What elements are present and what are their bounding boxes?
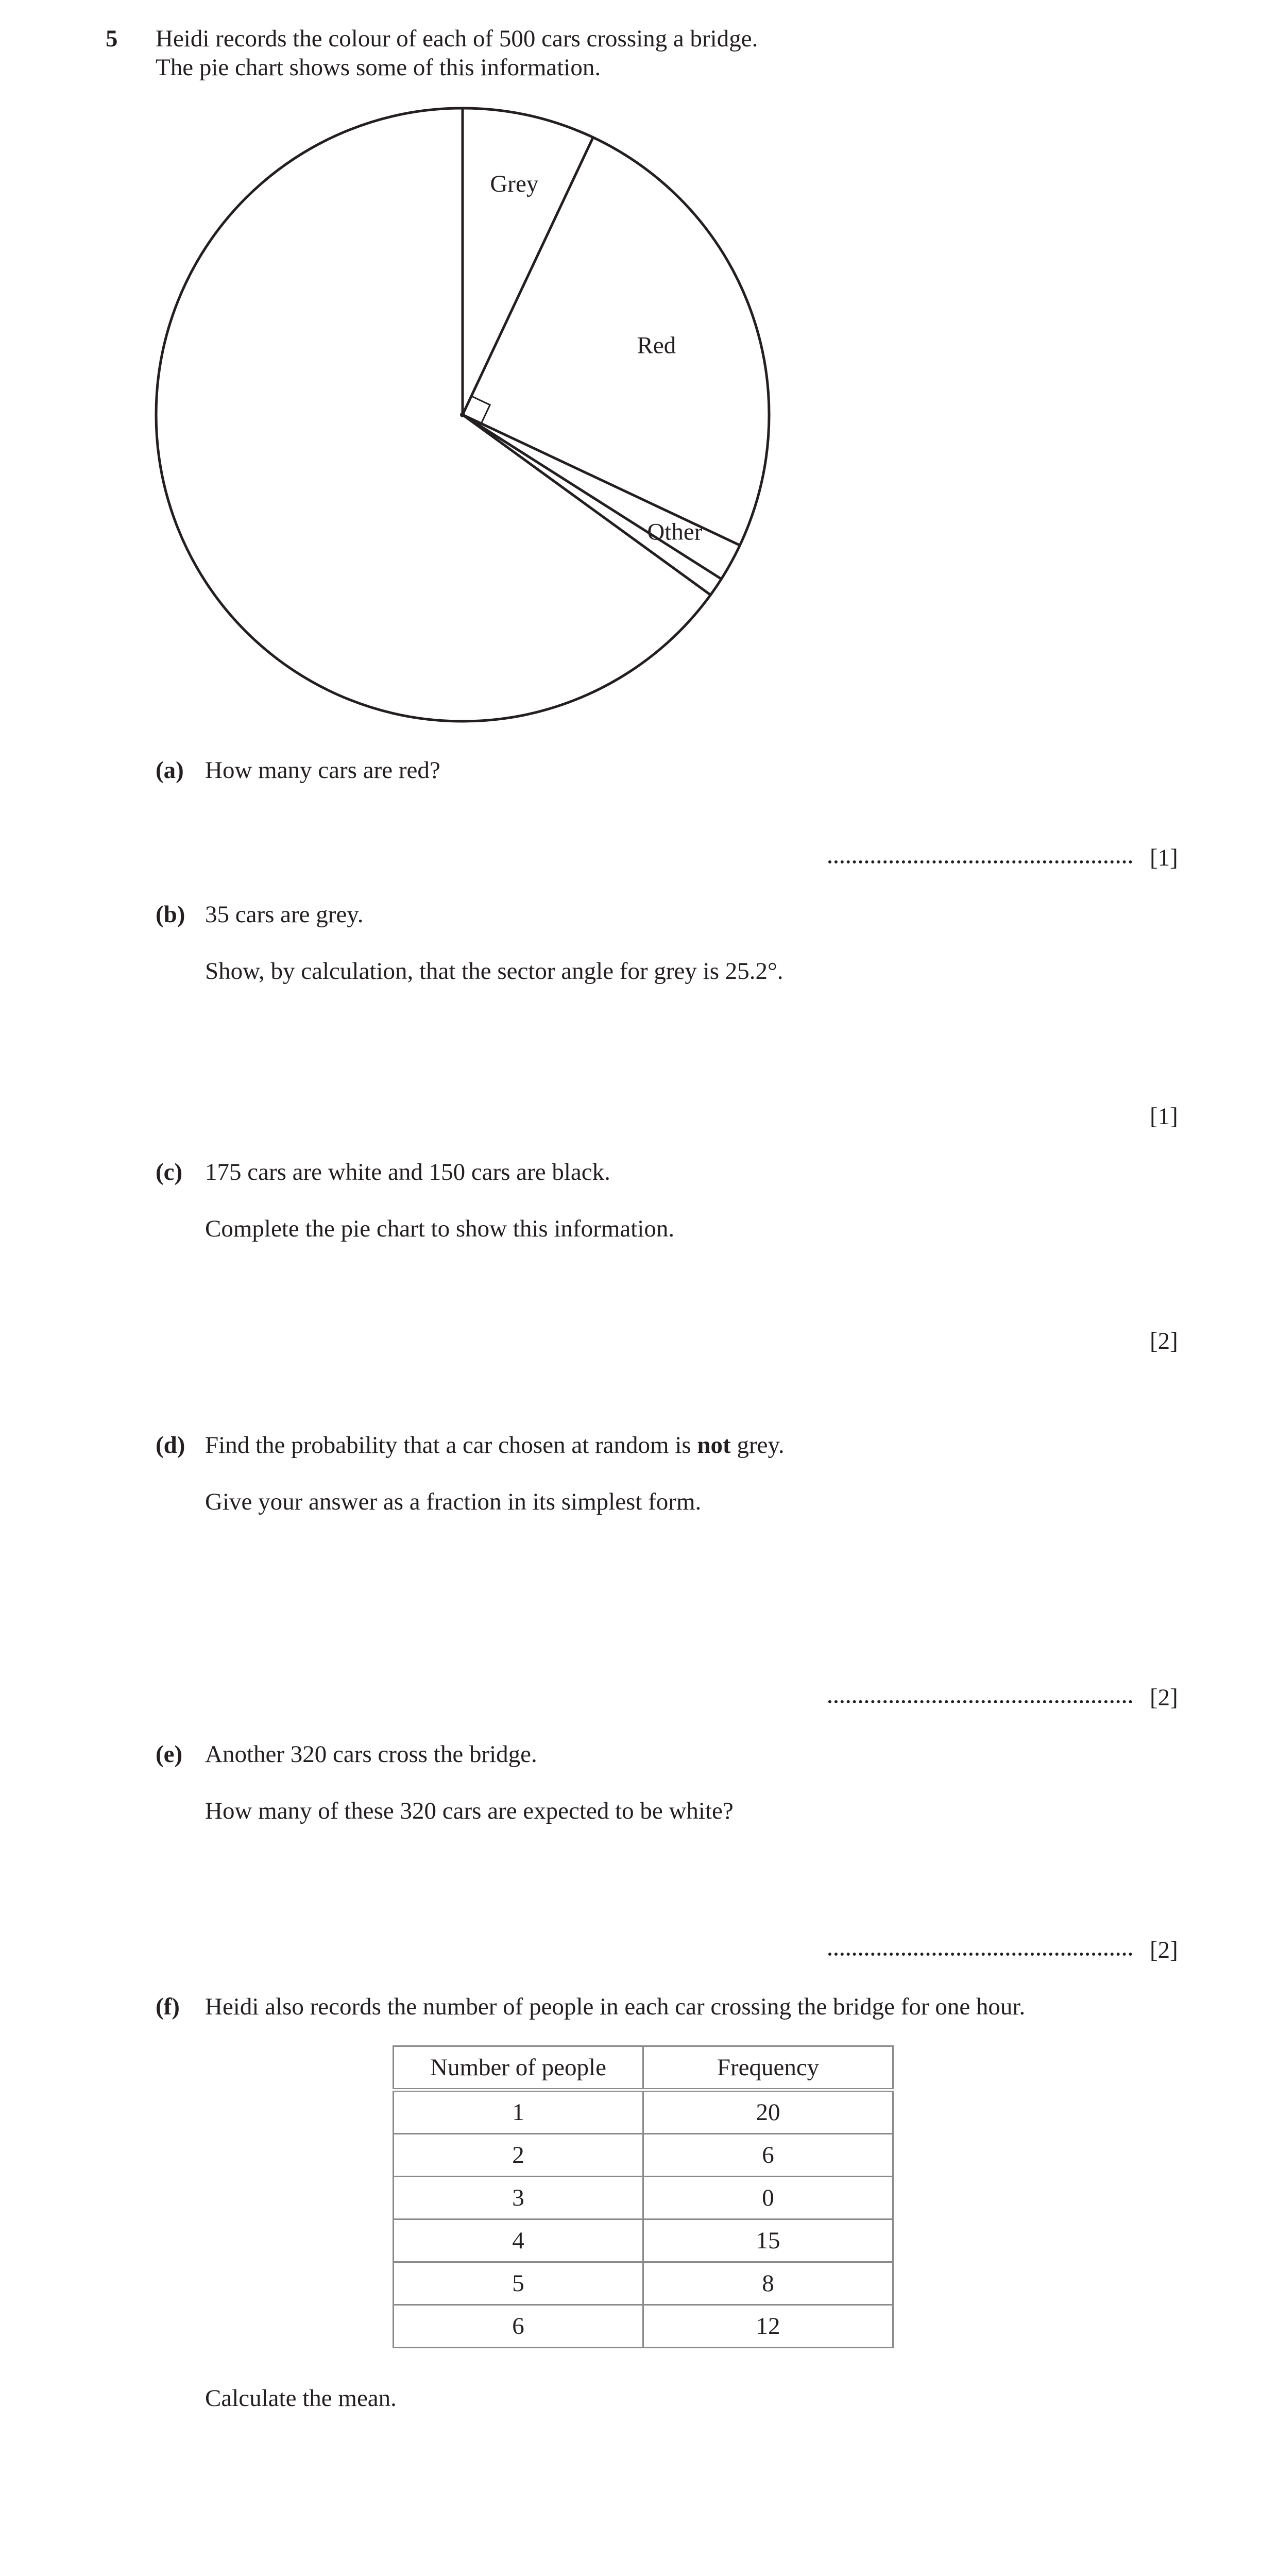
part-d-marks: [2] xyxy=(1150,1684,1178,1711)
part-c-marks: [2] xyxy=(1150,1328,1178,1354)
part-a-answer-line[interactable] xyxy=(828,860,1132,863)
table-cell: 6 xyxy=(643,2134,893,2177)
table-cell: 12 xyxy=(643,2305,893,2348)
part-b-label: (b) xyxy=(156,901,185,928)
part-e-statement: Another 320 cars cross the bridge. xyxy=(205,1741,537,1768)
part-a-question: How many cars are red? xyxy=(205,757,440,784)
part-d-answer-line[interactable] xyxy=(828,1700,1132,1703)
pie-radius-line xyxy=(463,415,710,595)
part-f-label: (f) xyxy=(156,1993,180,2020)
part-d-question-pre: Find the probability that a car chosen at random is xyxy=(205,1432,697,1459)
slice-label-grey: Grey xyxy=(490,171,539,198)
table-row xyxy=(394,2134,893,2177)
table-cell: 5 xyxy=(394,2262,643,2305)
part-b-marks: [1] xyxy=(1150,1103,1178,1130)
part-b-question: Show, by calculation, that the sector angle for grey is 25.2°. xyxy=(205,958,783,985)
part-b-statement: 35 cars are grey. xyxy=(205,901,364,928)
part-c-label: (c) xyxy=(156,1159,183,1185)
table-cell: 20 xyxy=(643,2090,893,2134)
part-d-label: (d) xyxy=(156,1432,185,1459)
part-e-label: (e) xyxy=(156,1741,183,1768)
question-intro-line1: Heidi records the colour of each of 500 cars crossing a bridge. xyxy=(156,25,758,52)
table-row xyxy=(394,2262,893,2305)
part-a-marks: [1] xyxy=(1150,844,1178,871)
table-header-cell: Number of people xyxy=(394,2046,643,2090)
part-c-statement: 175 cars are white and 150 cars are black. xyxy=(205,1159,610,1185)
part-e-answer-line[interactable] xyxy=(828,1953,1132,1956)
table-cell: 6 xyxy=(394,2305,643,2348)
table-cell: 4 xyxy=(394,2219,643,2262)
table-header-cell: Frequency xyxy=(643,2046,893,2090)
part-d-question xyxy=(205,1431,785,1459)
part-e-marks: [2] xyxy=(1150,1937,1178,1963)
frequency-table xyxy=(393,2045,894,2348)
part-d-question-emphasis: not xyxy=(697,1432,731,1459)
table-row xyxy=(394,2219,893,2262)
table-row xyxy=(394,2177,893,2219)
part-d-question-post: grey. xyxy=(730,1432,785,1459)
table-cell: 8 xyxy=(643,2262,893,2305)
table-row xyxy=(394,2090,893,2134)
slice-label-red: Red xyxy=(637,332,676,359)
table-cell: 3 xyxy=(394,2177,643,2219)
table-header-row xyxy=(394,2046,893,2090)
table-cell: 2 xyxy=(394,2134,643,2177)
table-cell: 15 xyxy=(643,2219,893,2262)
part-c-question: Complete the pie chart to show this information. xyxy=(205,1215,675,1242)
pie-chart xyxy=(0,0,1278,747)
question-intro-line2: The pie chart shows some of this information. xyxy=(156,54,601,81)
part-f-question: Calculate the mean. xyxy=(205,2385,397,2412)
table-cell: 0 xyxy=(643,2177,893,2219)
table-cell: 1 xyxy=(394,2090,643,2134)
part-e-question: How many of these 320 cars are expected to be white? xyxy=(205,1798,734,1824)
part-a-label: (a) xyxy=(156,757,184,784)
question-number: 5 xyxy=(106,25,118,52)
slice-label-other: Other xyxy=(647,518,703,546)
part-f-statement: Heidi also records the number of people in each car crossing the bridge for one hour. xyxy=(205,1993,1026,2020)
table-row xyxy=(394,2305,893,2348)
pie-centre-dot xyxy=(460,412,465,417)
pie-radius-line xyxy=(463,415,721,579)
part-d-instruction: Give your answer as a fraction in its simplest form. xyxy=(205,1488,702,1515)
